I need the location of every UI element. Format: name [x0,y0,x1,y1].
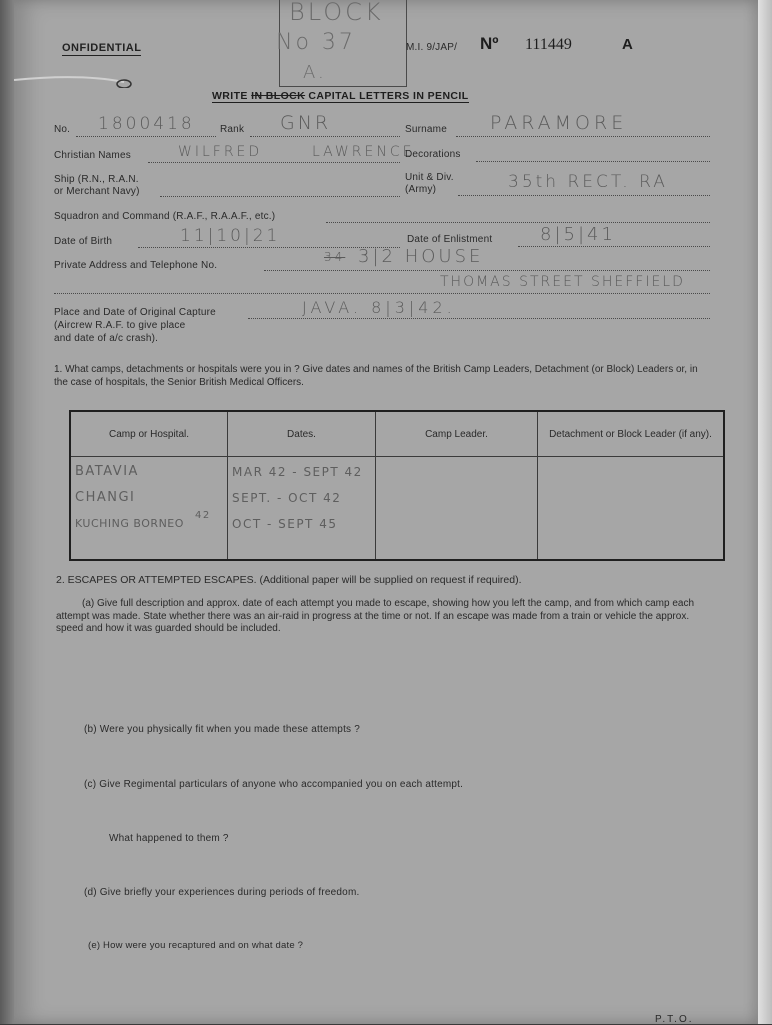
camp-leader-cell [376,457,538,561]
address-value-1: 3|2 HOUSE [358,246,484,267]
instruction-heading [212,90,469,103]
decorations-label: Decorations [405,149,461,160]
dob-value: 11|10|21 [180,226,281,246]
camp-name: CHANGI [75,490,136,505]
instruction-struck: IN BLOCK [251,90,306,102]
camp-dates: OCT - SEPT 45 [232,517,338,531]
enlistment-line [518,246,710,247]
ship-label-1: Ship (R.N., R.A.N. [54,174,139,185]
form-page [14,0,758,1024]
unit-label-2: (Army) [405,184,437,195]
question-2e: (e) How were you recaptured and on what date ? [88,940,304,951]
instruction-pre: WRITE [212,90,252,102]
address-line-1 [264,270,710,271]
stamp-letter-text: A. [303,62,327,83]
unit-label-1: Unit & Div. [405,172,454,183]
camp-year-note: 42 [195,510,211,521]
form-reference: M.I. 9/JAP/ [406,42,458,53]
camp-dates: SEPT. - OCT 42 [232,491,342,505]
no-line [76,136,216,137]
question-2a: (a) Give full description and approx. date of each attempt you made to escape, showing how you left the camp, and from which camp each attempt was made. State whether there was an air-raid in progress at the time or not. If an escape was made from a train or vehicle the approx. speed and how it was guarded should be included. [56,598,695,634]
camp-cell [70,457,228,561]
rank-label: Rank [220,124,245,135]
surname-label: Surname [405,124,447,135]
col-camp-leader: Camp Leader. [376,411,538,457]
camp-name: KUCHING BORNEO [75,517,184,530]
surname-value: PARAMORE [490,112,628,134]
christian-name-1: WILFRED [178,144,263,160]
section-2-heading: 2. ESCAPES OR ATTEMPTED ESCAPES. (Additional paper will be supplied on request if required). [56,574,522,586]
table-row [70,457,724,561]
col-dates: Dates. [228,411,376,457]
squadron-line [326,222,710,223]
confidential-label: ONFIDENTIAL [62,42,142,54]
enlistment-label: Date of Enlistment [407,234,493,245]
enlistment-value: 8|5|41 [540,224,616,245]
address-label: Private Address and Telephone No. [54,260,218,271]
capture-label-2: (Aircrew R.A.F. to give place [54,320,186,331]
rank-value: GNR [280,112,332,134]
no-value: 1800418 [98,114,195,134]
unit-value: 35th RECT. RA [508,172,668,192]
surname-line [456,136,710,137]
question-2c-followup: What happened to them ? [109,833,229,844]
capture-line [248,318,710,319]
section-1-question: 1. What camps, detachments or hospitals were you in ? Give dates and names of the British Camp Leaders, Detachment (or Block) Leaders or, in the case of hospitals, the Senior British Medical Officers. [54,364,698,388]
question-2d: (d) Give briefly your experiences during periods of freedom. [84,887,360,898]
camp-dates: MAR 42 - SEPT 42 [232,465,363,479]
question-2c: (c) Give Regimental particulars of anyone who accompanied you on each attempt. [84,779,464,790]
camp-name: BATAVIA [75,464,139,479]
christian-names-label: Christian Names [54,150,131,161]
col-camp-or-hospital: Camp or Hospital. [70,411,228,457]
stamp-block-text: BLOCK [289,0,384,26]
unit-line [458,195,710,196]
capture-label-3: and date of a/c crash). [54,333,159,344]
christian-name-2: LAWRENCE [312,144,415,160]
capture-label-1: Place and Date of Original Capture [54,307,216,318]
camps-table-header [70,411,724,457]
form-letter: A [622,36,633,53]
dates-cell [228,457,376,561]
ship-line [160,196,400,197]
no-label: No. [54,124,71,135]
pto-label: P.T.O. [655,1014,694,1025]
camps-table [69,410,725,561]
string-tie [14,74,139,88]
rank-line [250,136,400,137]
ship-label-2: or Merchant Navy) [54,186,140,197]
stamp-number-text: No 37 [276,30,356,55]
address-struck: 34 [324,250,346,264]
question-2b: (b) Were you physically fit when you made these attempts ? [84,724,360,735]
detachment-leader-cell [538,457,725,561]
christian-names-line [148,162,400,163]
col-detachment-leader: Detachment or Block Leader (if any). [538,411,725,457]
form-number-prefix: Nº [480,34,499,53]
instruction-post: CAPITAL LETTERS IN PENCIL [305,90,469,102]
dob-label: Date of Birth [54,236,113,247]
capture-value: JAVA. 8|3|42. [302,298,456,317]
decorations-line [476,161,710,162]
address-line-2 [54,293,710,294]
squadron-label: Squadron and Command (R.A.F., R.A.A.F., etc.) [54,211,276,222]
form-number: 111449 [525,36,572,53]
address-value-2: THOMAS STREET SHEFFIELD [440,274,685,290]
